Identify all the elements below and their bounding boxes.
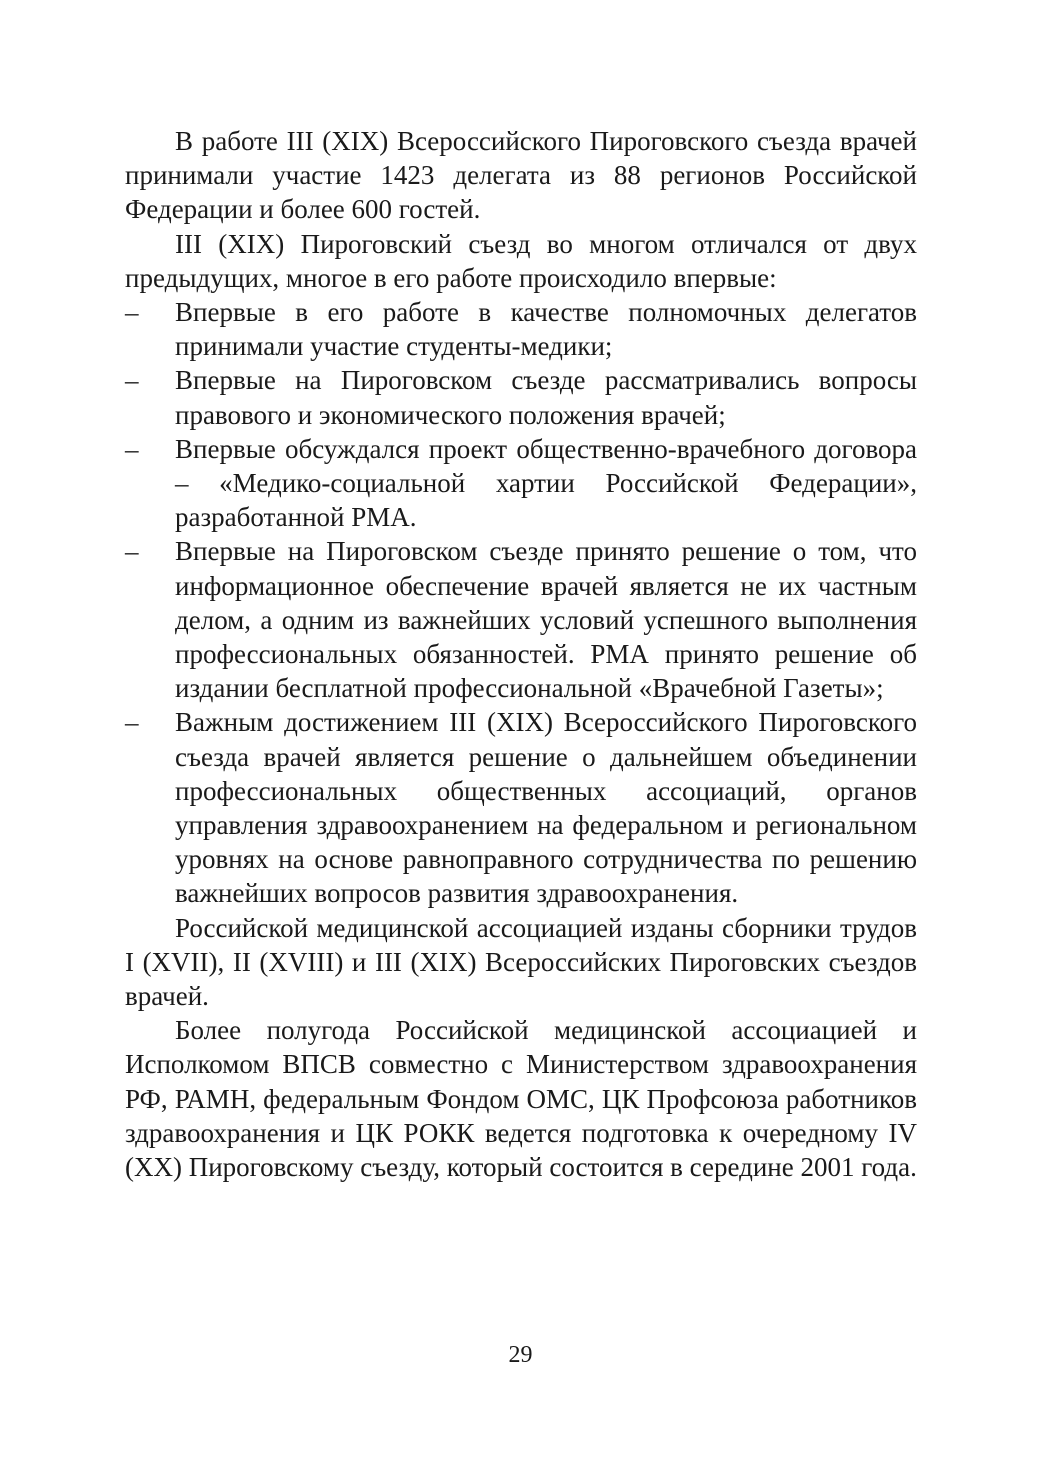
list-item (125, 363, 917, 431)
dash-marker: – (125, 433, 139, 464)
firsts-list (125, 295, 917, 911)
paragraph-next-congress: Более полугода Российской медицинской ассоциацией и Исполкомом ВПСВ совместно с Министерством здравоохранения РФ, РАМН, федеральным Фондом ОМС, ЦК Профсоюза работников здравоохранения и ЦК РОКК ведется подготовка к очередному IV (XX) Пироговскому съезду, который состоится в середине 2001 года. (125, 1015, 917, 1183)
page-body (125, 124, 917, 1184)
paragraph-firsts-intro: III (XIX) Пироговский съезд во многом отличался от двух предыдущих, многое в его работе происходило впервые: (125, 228, 917, 293)
list-item-text: Впервые обсуждался проект общественно-врачебного договора – «Медико-социальной хартии Российской Федерации», разработанной РМА. (175, 433, 917, 533)
list-item-text: Важным достижением III (XIX) Всероссийского Пироговского съезда врачей является решение о дальнейшем объединении профессиональных общественных ассоциаций, органов управления здравоохранением на федеральном и региональном уровнях на основе равноправного сотрудничества по решению важнейших вопросов развития здравоохранения. (175, 707, 917, 909)
dash-marker: – (125, 365, 139, 396)
paragraph-proceedings: Российской медицинской ассоциацией изданы сборники трудов I (XVII), II (XVIII) и III (XIX) Всероссийских Пироговских съездов врачей. (125, 912, 917, 1012)
dash-marker: – (125, 707, 139, 738)
page-number: 29 (508, 1342, 533, 1368)
list-item (125, 534, 917, 705)
list-item (125, 705, 917, 910)
dash-marker: – (125, 297, 139, 328)
list-item-text: Впервые на Пироговском съезде принято решение о том, что информационное обеспечение врачей является не их частным делом, а одним из важнейших условий успешного выполнения профессиональных обязанностей. РМА принято решение об издании бесплатной профессиональной «Врачебной Газеты»; (175, 536, 917, 704)
list-item (125, 432, 917, 535)
list-item-text: Впервые в его работе в качестве полномочных делегатов принимали участие студенты-медики; (175, 297, 917, 362)
paragraph-delegates: В работе III (XIX) Всероссийского Пироговского съезда врачей принимали участие 1423 делегата из 88 регионов Российской Федерации и более 600 гостей. (125, 126, 917, 225)
list-item (125, 295, 917, 363)
dash-marker: – (125, 536, 139, 567)
list-item-text: Впервые на Пироговском съезде рассматривались вопросы правового и экономического положения врачей; (175, 365, 917, 430)
